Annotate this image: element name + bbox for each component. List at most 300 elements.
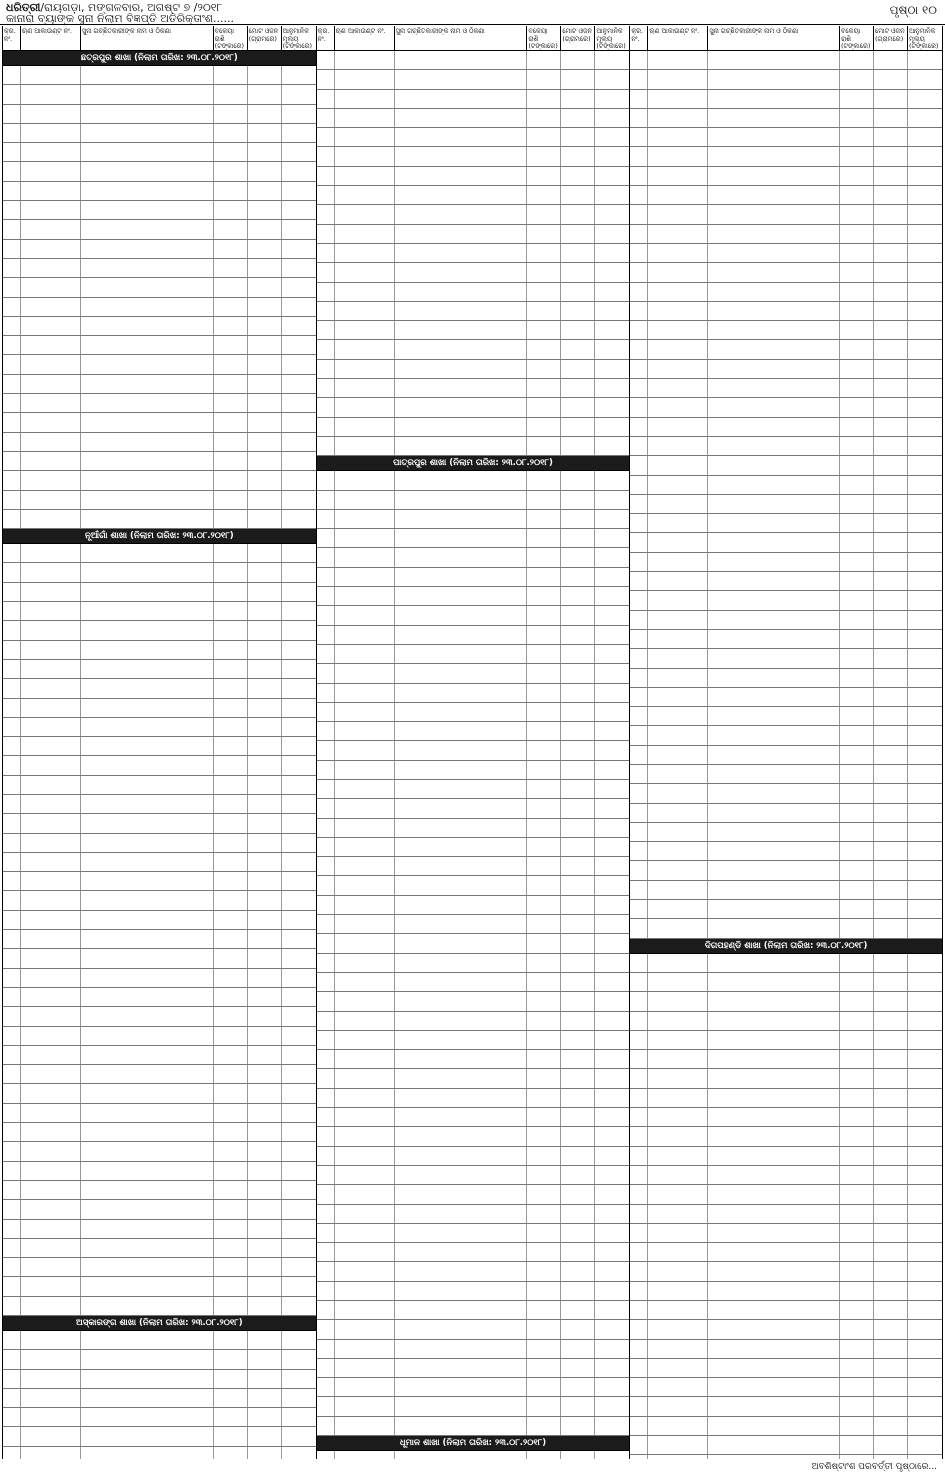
- serial-cell: [630, 1069, 648, 1087]
- account-cell: [21, 471, 81, 489]
- serial-cell: [630, 919, 648, 937]
- value-cell: [282, 105, 316, 123]
- serial-cell: [3, 1350, 21, 1368]
- account-cell: [335, 934, 395, 952]
- name-cell: [395, 587, 528, 605]
- weight-cell: [561, 954, 595, 972]
- value-cell: [282, 162, 316, 180]
- account-cell: [335, 1166, 395, 1184]
- name-cell: [395, 340, 528, 358]
- value-cell: [595, 225, 629, 243]
- serial-cell: [630, 495, 648, 513]
- table-row: [3, 1065, 316, 1084]
- name-cell: [708, 321, 840, 339]
- table-row: [3, 240, 316, 259]
- account-cell: [335, 1417, 395, 1435]
- column-3: [629, 26, 943, 1459]
- value-cell: [595, 147, 629, 165]
- table-row: [3, 930, 316, 949]
- outstanding-cell: [840, 804, 874, 822]
- table-row: [630, 881, 942, 900]
- outstanding-cell: [214, 452, 248, 470]
- value-cell: [908, 1436, 942, 1454]
- table-row: [3, 1220, 316, 1239]
- name-cell: [81, 491, 214, 509]
- outstanding-cell: [527, 1262, 561, 1280]
- outstanding-cell: [840, 591, 874, 609]
- account-cell: [335, 1089, 395, 1107]
- name-cell: [708, 669, 840, 687]
- table-row: [630, 1262, 942, 1281]
- table-row: [630, 669, 942, 688]
- name-cell: [395, 283, 528, 301]
- weight-cell: [248, 1046, 282, 1064]
- table-row: [3, 124, 316, 143]
- table-row: [3, 1258, 316, 1277]
- serial-cell: [317, 992, 335, 1010]
- account-cell: [648, 611, 708, 629]
- name-cell: [395, 1031, 528, 1049]
- table-row: [317, 471, 630, 490]
- name-cell: [81, 660, 214, 678]
- table-row: [630, 514, 942, 533]
- outstanding-cell: [214, 433, 248, 451]
- outstanding-cell: [527, 1451, 561, 1459]
- serial-cell: [3, 853, 21, 871]
- serial-cell: [630, 1147, 648, 1165]
- weight-cell: [248, 336, 282, 354]
- serial-cell: [3, 1258, 21, 1276]
- table-row: [317, 548, 630, 567]
- name-cell: [395, 398, 528, 416]
- serial-cell: [317, 529, 335, 547]
- name-cell: [708, 1417, 840, 1435]
- account-cell: [648, 1012, 708, 1030]
- outstanding-cell: [214, 602, 248, 620]
- name-cell: [708, 954, 840, 972]
- outstanding-cell: [840, 553, 874, 571]
- value-cell: [595, 799, 629, 817]
- serial-cell: [3, 471, 21, 489]
- name-cell: [395, 1397, 528, 1415]
- name-cell: [81, 602, 214, 620]
- value-cell: [595, 915, 629, 933]
- outstanding-cell: [527, 606, 561, 624]
- name-cell: [395, 876, 528, 894]
- name-cell: [708, 283, 840, 301]
- table-row: [317, 568, 630, 587]
- outstanding-cell: [527, 954, 561, 972]
- table-row: [317, 838, 630, 857]
- serial-cell: [630, 1031, 648, 1049]
- table-row: [317, 915, 630, 934]
- table-row: [3, 510, 316, 529]
- weight-cell: [248, 510, 282, 528]
- name-cell: [81, 911, 214, 929]
- weight-cell: [874, 553, 908, 571]
- account-cell: [648, 1089, 708, 1107]
- outstanding-cell: [214, 375, 248, 393]
- serial-cell: [3, 491, 21, 509]
- table-row: [317, 491, 630, 510]
- name-cell: [81, 298, 214, 316]
- value-cell: [908, 340, 942, 358]
- value-cell: [595, 1378, 629, 1396]
- weight-cell: [874, 900, 908, 918]
- account-cell: [335, 128, 395, 146]
- account-cell: [335, 606, 395, 624]
- weight-cell: [248, 375, 282, 393]
- weight-cell: [874, 1050, 908, 1068]
- outstanding-cell: [840, 1301, 874, 1319]
- weight-cell: [561, 1108, 595, 1126]
- serial-cell: [3, 776, 21, 794]
- serial-cell: [317, 510, 335, 528]
- weight-cell: [874, 456, 908, 474]
- weight-cell: [561, 1185, 595, 1203]
- table-row: [317, 186, 630, 205]
- serial-cell: [630, 726, 648, 744]
- weight-cell: [248, 718, 282, 736]
- column-header: ବକେୟା ରାଶି (ଟଙ୍କାରେ): [527, 26, 561, 50]
- name-cell: [708, 992, 840, 1010]
- weight-cell: [561, 186, 595, 204]
- outstanding-cell: [527, 1378, 561, 1396]
- weight-cell: [248, 182, 282, 200]
- table-row: [3, 1046, 316, 1065]
- value-cell: [282, 66, 316, 84]
- account-cell: [648, 205, 708, 223]
- value-cell: [595, 205, 629, 223]
- name-cell: [395, 1359, 528, 1377]
- account-cell: [335, 225, 395, 243]
- account-cell: [648, 1436, 708, 1454]
- name-cell: [395, 819, 528, 837]
- serial-cell: [3, 891, 21, 909]
- outstanding-cell: [214, 1220, 248, 1238]
- weight-cell: [561, 128, 595, 146]
- table-row: [630, 263, 942, 282]
- name-cell: [81, 641, 214, 659]
- branch-heading: ଦିଗପହଣ୍ଡି ଶାଖା (ନିଲାମ ତାରିଖ: ୨୩.୦୮.୨୦୧୮): [630, 939, 942, 954]
- value-cell: [282, 124, 316, 142]
- table-row: [3, 1297, 316, 1316]
- value-cell: [282, 471, 316, 489]
- name-cell: [395, 321, 528, 339]
- outstanding-cell: [840, 398, 874, 416]
- outstanding-cell: [214, 201, 248, 219]
- weight-cell: [248, 1277, 282, 1295]
- outstanding-cell: [214, 930, 248, 948]
- value-cell: [282, 336, 316, 354]
- account-cell: [21, 1277, 81, 1295]
- outstanding-cell: [214, 853, 248, 871]
- serial-cell: [3, 660, 21, 678]
- table-row: [317, 1089, 630, 1108]
- table-row: [3, 1239, 316, 1258]
- serial-cell: [3, 602, 21, 620]
- table-row: [317, 684, 630, 703]
- name-cell: [708, 900, 840, 918]
- weight-cell: [561, 1282, 595, 1300]
- outstanding-cell: [527, 70, 561, 88]
- weight-cell: [874, 1301, 908, 1319]
- name-cell: [708, 649, 840, 667]
- name-cell: [395, 510, 528, 528]
- table-row: [3, 491, 316, 510]
- table-row: [630, 842, 942, 861]
- serial-cell: [630, 398, 648, 416]
- serial-cell: [317, 109, 335, 127]
- account-cell: [648, 1320, 708, 1338]
- table-row: [317, 283, 630, 302]
- table-row: [3, 355, 316, 374]
- serial-cell: [630, 1340, 648, 1358]
- outstanding-cell: [840, 263, 874, 281]
- name-cell: [81, 1370, 214, 1388]
- table-row: [317, 857, 630, 876]
- table-row: [630, 688, 942, 707]
- name-cell: [81, 124, 214, 142]
- weight-cell: [874, 630, 908, 648]
- serial-cell: [630, 321, 648, 339]
- value-cell: [595, 1417, 629, 1435]
- serial-cell: [317, 147, 335, 165]
- weight-cell: [561, 645, 595, 663]
- serial-cell: [3, 1142, 21, 1160]
- table-row: [317, 1031, 630, 1050]
- account-cell: [21, 872, 81, 890]
- table-row: [630, 1147, 942, 1166]
- name-cell: [395, 684, 528, 702]
- table-row: [317, 360, 630, 379]
- outstanding-cell: [214, 718, 248, 736]
- account-cell: [648, 954, 708, 972]
- outstanding-cell: [840, 340, 874, 358]
- serial-cell: [630, 553, 648, 571]
- table-row: [317, 992, 630, 1011]
- name-cell: [708, 263, 840, 281]
- weight-cell: [874, 1147, 908, 1165]
- name-cell: [81, 220, 214, 238]
- serial-cell: [317, 664, 335, 682]
- serial-cell: [630, 205, 648, 223]
- table-row: [630, 1012, 942, 1031]
- serial-cell: [3, 1084, 21, 1102]
- table-row: [3, 1142, 316, 1161]
- weight-cell: [561, 722, 595, 740]
- outstanding-cell: [840, 1050, 874, 1068]
- name-cell: [395, 703, 528, 721]
- serial-cell: [317, 90, 335, 108]
- weight-cell: [561, 1069, 595, 1087]
- serial-cell: [630, 476, 648, 494]
- serial-cell: [630, 90, 648, 108]
- account-cell: [335, 915, 395, 933]
- table-row: [317, 418, 630, 437]
- value-cell: [595, 398, 629, 416]
- value-cell: [282, 1220, 316, 1238]
- account-cell: [335, 587, 395, 605]
- name-cell: [708, 379, 840, 397]
- value-cell: [282, 660, 316, 678]
- weight-cell: [874, 1455, 908, 1459]
- table-row: [317, 1069, 630, 1088]
- weight-cell: [561, 1089, 595, 1107]
- account-cell: [335, 973, 395, 991]
- value-cell: [908, 591, 942, 609]
- value-cell: [595, 90, 629, 108]
- serial-cell: [3, 1297, 21, 1315]
- name-cell: [708, 1031, 840, 1049]
- account-cell: [335, 1301, 395, 1319]
- serial-cell: [317, 418, 335, 436]
- outstanding-cell: [527, 225, 561, 243]
- account-cell: [21, 1084, 81, 1102]
- outstanding-cell: [214, 220, 248, 238]
- value-cell: [595, 1243, 629, 1261]
- weight-cell: [874, 109, 908, 127]
- outstanding-cell: [214, 1258, 248, 1276]
- serial-cell: [317, 398, 335, 416]
- serial-cell: [630, 302, 648, 320]
- weight-cell: [874, 514, 908, 532]
- value-cell: [282, 1046, 316, 1064]
- name-cell: [81, 278, 214, 296]
- name-cell: [708, 1108, 840, 1126]
- account-cell: [21, 1162, 81, 1180]
- serial-cell: [630, 167, 648, 185]
- value-cell: [595, 1069, 629, 1087]
- serial-cell: [317, 1089, 335, 1107]
- outstanding-cell: [527, 321, 561, 339]
- table-row: [317, 703, 630, 722]
- weight-cell: [561, 857, 595, 875]
- value-cell: [908, 128, 942, 146]
- outstanding-cell: [214, 756, 248, 774]
- name-cell: [395, 722, 528, 740]
- outstanding-cell: [527, 934, 561, 952]
- name-cell: [708, 495, 840, 513]
- value-cell: [282, 814, 316, 832]
- weight-cell: [874, 147, 908, 165]
- value-cell: [282, 1162, 316, 1180]
- outstanding-cell: [527, 703, 561, 721]
- account-cell: [335, 876, 395, 894]
- name-cell: [708, 1397, 840, 1415]
- name-cell: [395, 838, 528, 856]
- value-cell: [595, 244, 629, 262]
- value-cell: [282, 699, 316, 717]
- value-cell: [595, 1185, 629, 1203]
- outstanding-cell: [527, 799, 561, 817]
- weight-cell: [874, 669, 908, 687]
- serial-cell: [317, 283, 335, 301]
- serial-cell: [630, 842, 648, 860]
- value-cell: [908, 1224, 942, 1242]
- value-cell: [908, 418, 942, 436]
- serial-cell: [317, 915, 335, 933]
- name-cell: [708, 398, 840, 416]
- weight-cell: [561, 205, 595, 223]
- outstanding-cell: [840, 842, 874, 860]
- weight-cell: [248, 105, 282, 123]
- serial-cell: [3, 1370, 21, 1388]
- table-row: [3, 988, 316, 1007]
- name-cell: [395, 1127, 528, 1145]
- weight-cell: [561, 147, 595, 165]
- weight-cell: [248, 259, 282, 277]
- outstanding-cell: [840, 765, 874, 783]
- outstanding-cell: [527, 1282, 561, 1300]
- outstanding-cell: [840, 225, 874, 243]
- outstanding-cell: [840, 1031, 874, 1049]
- value-cell: [595, 973, 629, 991]
- value-cell: [595, 471, 629, 489]
- value-cell: [908, 321, 942, 339]
- account-cell: [21, 1027, 81, 1045]
- serial-cell: [630, 225, 648, 243]
- value-cell: [908, 1205, 942, 1223]
- outstanding-cell: [840, 669, 874, 687]
- name-cell: [395, 1378, 528, 1396]
- value-cell: [908, 533, 942, 551]
- serial-cell: [630, 1301, 648, 1319]
- weight-cell: [561, 263, 595, 281]
- account-cell: [648, 572, 708, 590]
- name-cell: [395, 1224, 528, 1242]
- outstanding-cell: [214, 162, 248, 180]
- account-cell: [648, 321, 708, 339]
- name-cell: [395, 379, 528, 397]
- weight-cell: [874, 765, 908, 783]
- account-cell: [21, 756, 81, 774]
- outstanding-cell: [214, 583, 248, 601]
- weight-cell: [874, 842, 908, 860]
- weight-cell: [248, 756, 282, 774]
- outstanding-cell: [214, 1142, 248, 1160]
- name-cell: [395, 1262, 528, 1280]
- outstanding-cell: [214, 814, 248, 832]
- value-cell: [595, 51, 629, 69]
- value-cell: [908, 205, 942, 223]
- weight-cell: [561, 1224, 595, 1242]
- notice-columns: [2, 26, 943, 1459]
- table-row: [317, 973, 630, 992]
- outstanding-cell: [214, 1007, 248, 1025]
- value-cell: [908, 726, 942, 744]
- account-cell: [648, 1397, 708, 1415]
- outstanding-cell: [840, 533, 874, 551]
- outstanding-cell: [214, 1389, 248, 1407]
- name-cell: [395, 51, 528, 69]
- name-cell: [81, 1123, 214, 1141]
- account-cell: [335, 703, 395, 721]
- name-cell: [708, 1166, 840, 1184]
- weight-cell: [874, 1031, 908, 1049]
- weight-cell: [874, 1069, 908, 1087]
- name-cell: [81, 1239, 214, 1257]
- table-row: [3, 259, 316, 278]
- value-cell: [908, 1397, 942, 1415]
- serial-cell: [317, 263, 335, 281]
- serial-cell: [3, 66, 21, 84]
- name-cell: [395, 109, 528, 127]
- value-cell: [908, 495, 942, 513]
- name-cell: [708, 591, 840, 609]
- name-cell: [708, 823, 840, 841]
- column-header: କ୍ର. ନଂ.: [630, 26, 648, 50]
